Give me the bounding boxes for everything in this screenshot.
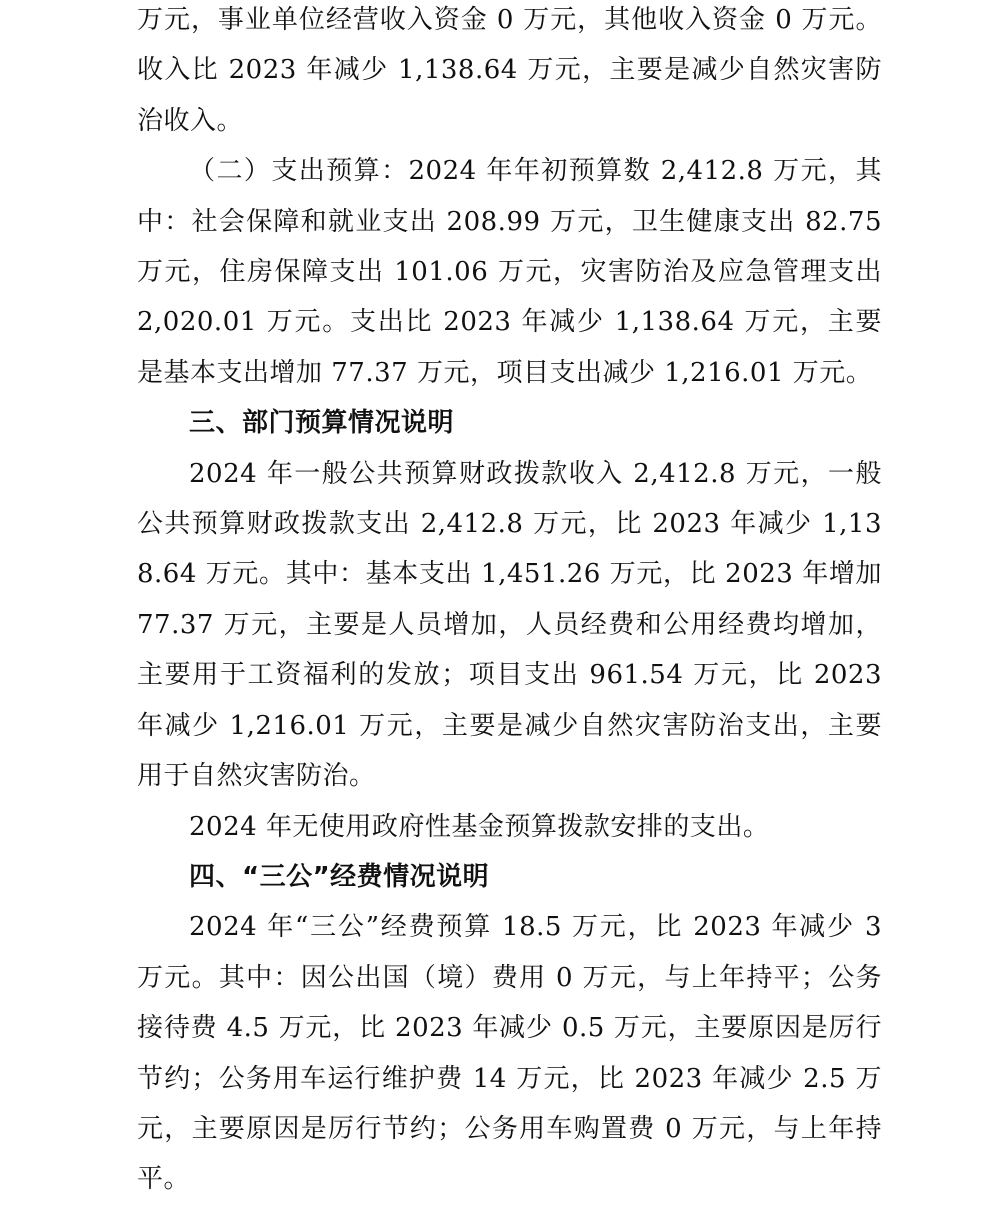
paragraph-three-public-expenses: 2024 年“三公”经费预算 18.5 万元，比 2023 年减少 3 万元。其中：因公出国（境）费用 0 万元，与上年持平；公务接待费 4.5 万元，比 2023 年减少 0.5 万元，主要原因是厉行节约；公务用车运行维护费 14 万元，比 2023 年减少 2.5 万元，主要原因是厉行节约；公务用车购置费 0 万元，与上年持平。 bbox=[137, 912, 882, 1195]
paragraph-income-summary: 万元，事业单位经营收入资金 0 万元，其他收入资金 0 万元。收入比 2023 年减少 1,138.64 万元，主要是减少自然灾害防治收入。 bbox=[137, 5, 882, 136]
section-heading-three-public-expenses: 四、“三公”经费情况说明 bbox=[189, 861, 490, 892]
document-page bbox=[137, 0, 882, 1205]
paragraph-expenditure-budget: （二）支出预算：2024 年年初预算数 2,412.8 万元，其中：社会保障和就业支出 208.99 万元，卫生健康支出 82.75 万元，住房保障支出 101.06 万元，灾害防治及应急管理支出 2,020.01 万元。支出比 2023 年减少 1,138.64 万元，主要是基本支出增加 77.37 万元，项目支出减少 1,216.01 万元。 bbox=[137, 156, 882, 388]
paragraph-general-budget: 2024 年一般公共预算财政拨款收入 2,412.8 万元，一般公共预算财政拨款支出 2,412.8 万元，比 2023 年减少 1,138.64 万元。其中：基本支出 1,451.26 万元，比 2023 年增加 77.37 万元，主要是人员增加，人员经费和公用经费均增加，主要用于工资福利的发放；项目支出 961.54 万元，比 2023 年减少 1,216.01 万元，主要是减少自然灾害防治支出，主要用于自然灾害防治。 bbox=[137, 458, 882, 792]
section-heading-department-budget: 三、部门预算情况说明 bbox=[189, 408, 455, 439]
paragraph-government-fund: 2024 年无使用政府性基金预算拨款安排的支出。 bbox=[189, 811, 770, 842]
